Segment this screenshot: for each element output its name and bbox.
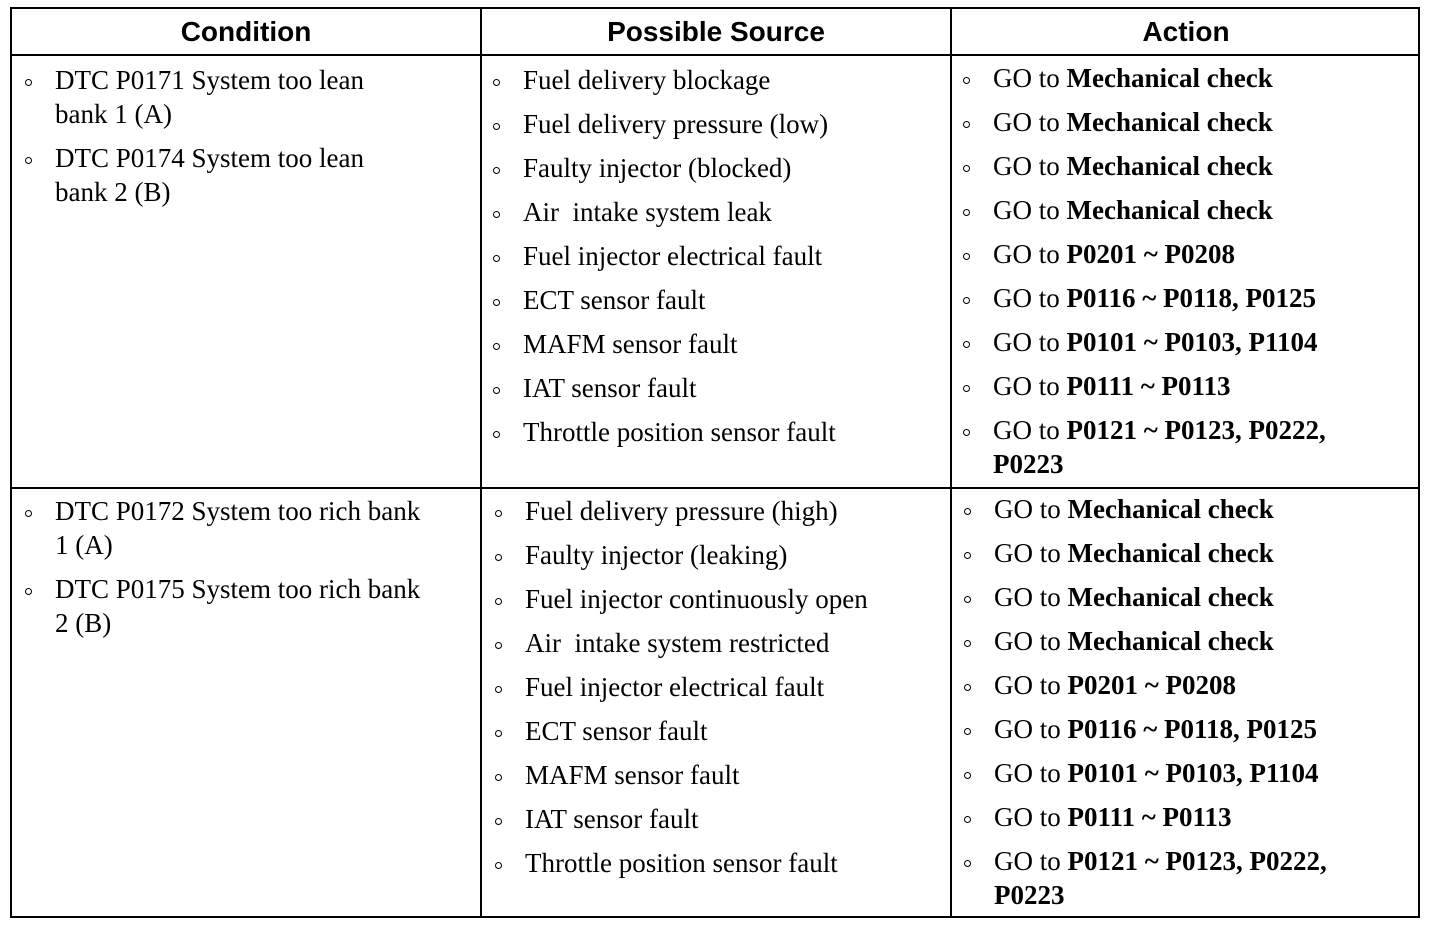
bullet-icon [493, 123, 500, 130]
bullet-icon [495, 730, 502, 737]
bullet-icon [495, 686, 502, 693]
diagnostic-table: Condition Possible Source Action DTC P0171 System too lean bank 1 (A) DTC P0174 System too lean bank 2 (B) Fuel delivery blockage Fuel delivery pressure (low) Faulty injector (blocked) Air intake system leak Fuel injector electrical fault ECT sensor fault MAFM sensor fault IAT sensor fault Throttle position sensor fault GO to Mechanical check GO to Mechanical check GO to Mechanical check GO to Mechanical check GO to P0201 ~ P0208 GO to P0116 ~ P0118, P0125 GO to P0101 ~ P0103, P1104 GO to P0111 ~ P0113 GO to P0121 ~ P0123, P0222, P0223 DTC P0172 System too rich bank 1 (A) DTC P0175 System too rich bank 2 (B) Fuel delivery pressure (high) Faulty injector (leaking) Fuel injector continuously open Air intake system restricted Fuel injector electrical fault ECT sensor fault MAFM sensor fault IAT sensor fault Throttle position sensor fault GO to Mechanical check GO to Mechanical check GO to Mechanical check GO to Mechanical check GO to P0201 ~ P0208 GO to P0116 ~ P0118, P0125 GO to P0101 ~ P0103, P1104 GO to P0111 ~ P0113 GO to P0121 ~ P0123, P0222, P0223 [10, 7, 1420, 918]
column-divider [950, 9, 952, 916]
header-possible-source: Possible Source [607, 16, 825, 47]
bullet-icon [963, 209, 970, 216]
bullet-icon [963, 253, 970, 260]
bullet-icon [963, 165, 970, 172]
bullet-icon [493, 255, 500, 262]
condition-text: DTC P0171 System too lean bank 1 (A) [55, 65, 364, 129]
bullet-icon [964, 684, 971, 691]
bullet-icon [495, 598, 502, 605]
bullet-icon [493, 431, 500, 438]
bullet-icon [495, 510, 502, 517]
bullet-icon [493, 211, 500, 218]
bullet-icon [25, 157, 32, 164]
bullet-icon [495, 862, 502, 869]
bullet-icon [25, 79, 32, 86]
bullet-icon [963, 341, 970, 348]
bullet-icon [493, 79, 500, 86]
bullet-icon [493, 387, 500, 394]
header-action: Action [1142, 16, 1230, 47]
bullet-icon [963, 385, 970, 392]
bullet-icon [964, 816, 971, 823]
bullet-icon [25, 510, 32, 517]
bullet-icon [963, 429, 970, 436]
bullet-icon [964, 640, 971, 647]
condition-text: DTC P0174 System too lean bank 2 (B) [55, 143, 364, 207]
header-condition: Condition [180, 16, 312, 47]
bullet-icon [963, 297, 970, 304]
bullet-icon [963, 121, 970, 128]
column-divider [480, 9, 482, 916]
bullet-icon [495, 642, 502, 649]
bullet-icon [964, 772, 971, 779]
condition-text: DTC P0172 System too rich bank 1 (A) [55, 496, 421, 560]
bullet-icon [493, 167, 500, 174]
bullet-icon [964, 860, 971, 867]
condition-text: DTC P0175 System too rich bank 2 (B) [55, 574, 421, 638]
bullet-icon [495, 774, 502, 781]
bullet-icon [493, 299, 500, 306]
bullet-icon [25, 588, 32, 595]
bullet-icon [495, 818, 502, 825]
bullet-icon [964, 728, 971, 735]
bullet-icon [964, 552, 971, 559]
bullet-icon [964, 508, 971, 515]
bullet-icon [493, 343, 500, 350]
row-divider [12, 487, 1418, 489]
bullet-icon [495, 554, 502, 561]
bullet-icon [963, 77, 970, 84]
bullet-icon [964, 596, 971, 603]
